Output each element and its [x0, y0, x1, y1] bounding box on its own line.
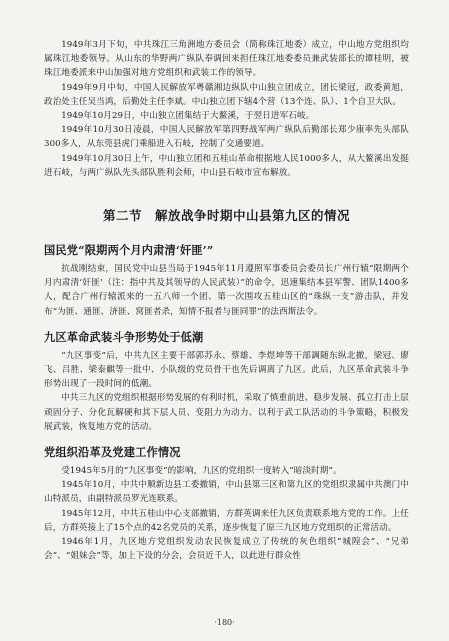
subsection-heading: 九区革命武装斗争形势处于低潮: [44, 329, 204, 344]
page-number: ·180·: [214, 618, 235, 627]
top-text-block: [44, 38, 409, 180]
paragraph: 抗战刚结束，国民党中山县当局于1945年11月遵照军事委员会委员长广州行辕“限期两个月内肃清‘奸匪’（注：指中共及其领导的人民武装）”的命令，迅速集结本县军警、团队1400多人，配合广州行辕派来的一五八师一个团、第一次围攻五桂山区的“珠纵一支”游击队，并发布“为匪、通匪、济匪、窝匪者杀，知情不报者与匪同罪”的法西斯法令。: [44, 264, 409, 317]
subsection-heading: 国民党“限期两个月内肃清‘奸匪’”: [44, 243, 214, 258]
paragraph: 1949年10月30日上午，中山独立团和五桂山革命根据地人民1000多人，从大鳌溪出发挺进石岐，与两广纵队先头部队胜利会师，中山县石岐市宣布解放。: [44, 153, 409, 178]
paragraph: “九区事变”后，中共九区主要干部郭苏永、蔡雄、李煜坤等干部調随东纵北撤，梁冠、廖飞、吕胜、梁泰麒等一批中、小队级的党员骨干也先后调离了九区。此后，九区革命武装斗争形势出现了一段时间的低潮。: [44, 350, 409, 390]
paragraph: 1945年10月，中共中顺新边县工委撤销，中山县第三区和第九区的党组织隶属中共澳门中山特派员，由副特派员罗光连联系。: [44, 480, 409, 505]
paragraph: 中共三九区的党组织根据形势发展的有利时机，采取了慎重前进、稳步发展、孤立打击上层顽固分子、分化瓦解硬和其下层人员、变阻力为动力、以利于武工队活动的斗争策略，积极发展武装，恢复地方党的活动。: [44, 393, 409, 432]
paragraph: 1949年3月下旬，中共珠江三角洲地方委员会（简称珠江地委）成立，中山地方党组织均属珠江地委领导。从山东的华野两广纵队奉调回来担任珠江地委委员兼武装部长的谭桂明，被珠江地委派来中山加强对地方党组织和武装工作的领导。: [44, 40, 409, 79]
paragraph: 1945年12月，中共五桂山中心支部撤销，方群英调来任九区负责联系地方党的工作。上任后，方群英接上了15个点的42名党员的关系，逐步恢复了原三九区地方党组织的正常活动。: [44, 508, 409, 533]
section-title: 第二节 解放战争时期中山县第九区的情况: [102, 208, 350, 224]
subsection-heading: 党组织沿革及党建工作情况: [44, 445, 181, 460]
paragraph: 1949年10月30日凌晨，中国人民解放军第四野战军两广纵队后勤部长郑少康率先头部队300多人，从东莞县虎门乘船进入石岐，控制了交通要道。: [44, 125, 409, 150]
paragraph: 1946年1月，九区地方党组织发动农民恢复成立了传统的灰色组织“城隍会”、“兄弟会”、“姐妹会”等，加上下设的分会，会员近千人，以此进行群众性: [44, 537, 409, 562]
paragraph: 1949年10月29日，中山独立团集结于大鳌溪，于翌日进军石岐。: [61, 111, 315, 122]
paragraph: 受1945年5月的“九区事变”的影响，九区的党组织一度转入“暗淡时期”。: [61, 466, 342, 477]
paragraph: 1949年9月中旬，中国人民解放军粤赣湘边纵队中山独立团成立，团长梁冠，政委黄旭，政治处主任吴当鸿，后勤处主任李斌。中山独立团下辖4个营（13个连、队）、1个自卫大队。: [44, 82, 409, 107]
